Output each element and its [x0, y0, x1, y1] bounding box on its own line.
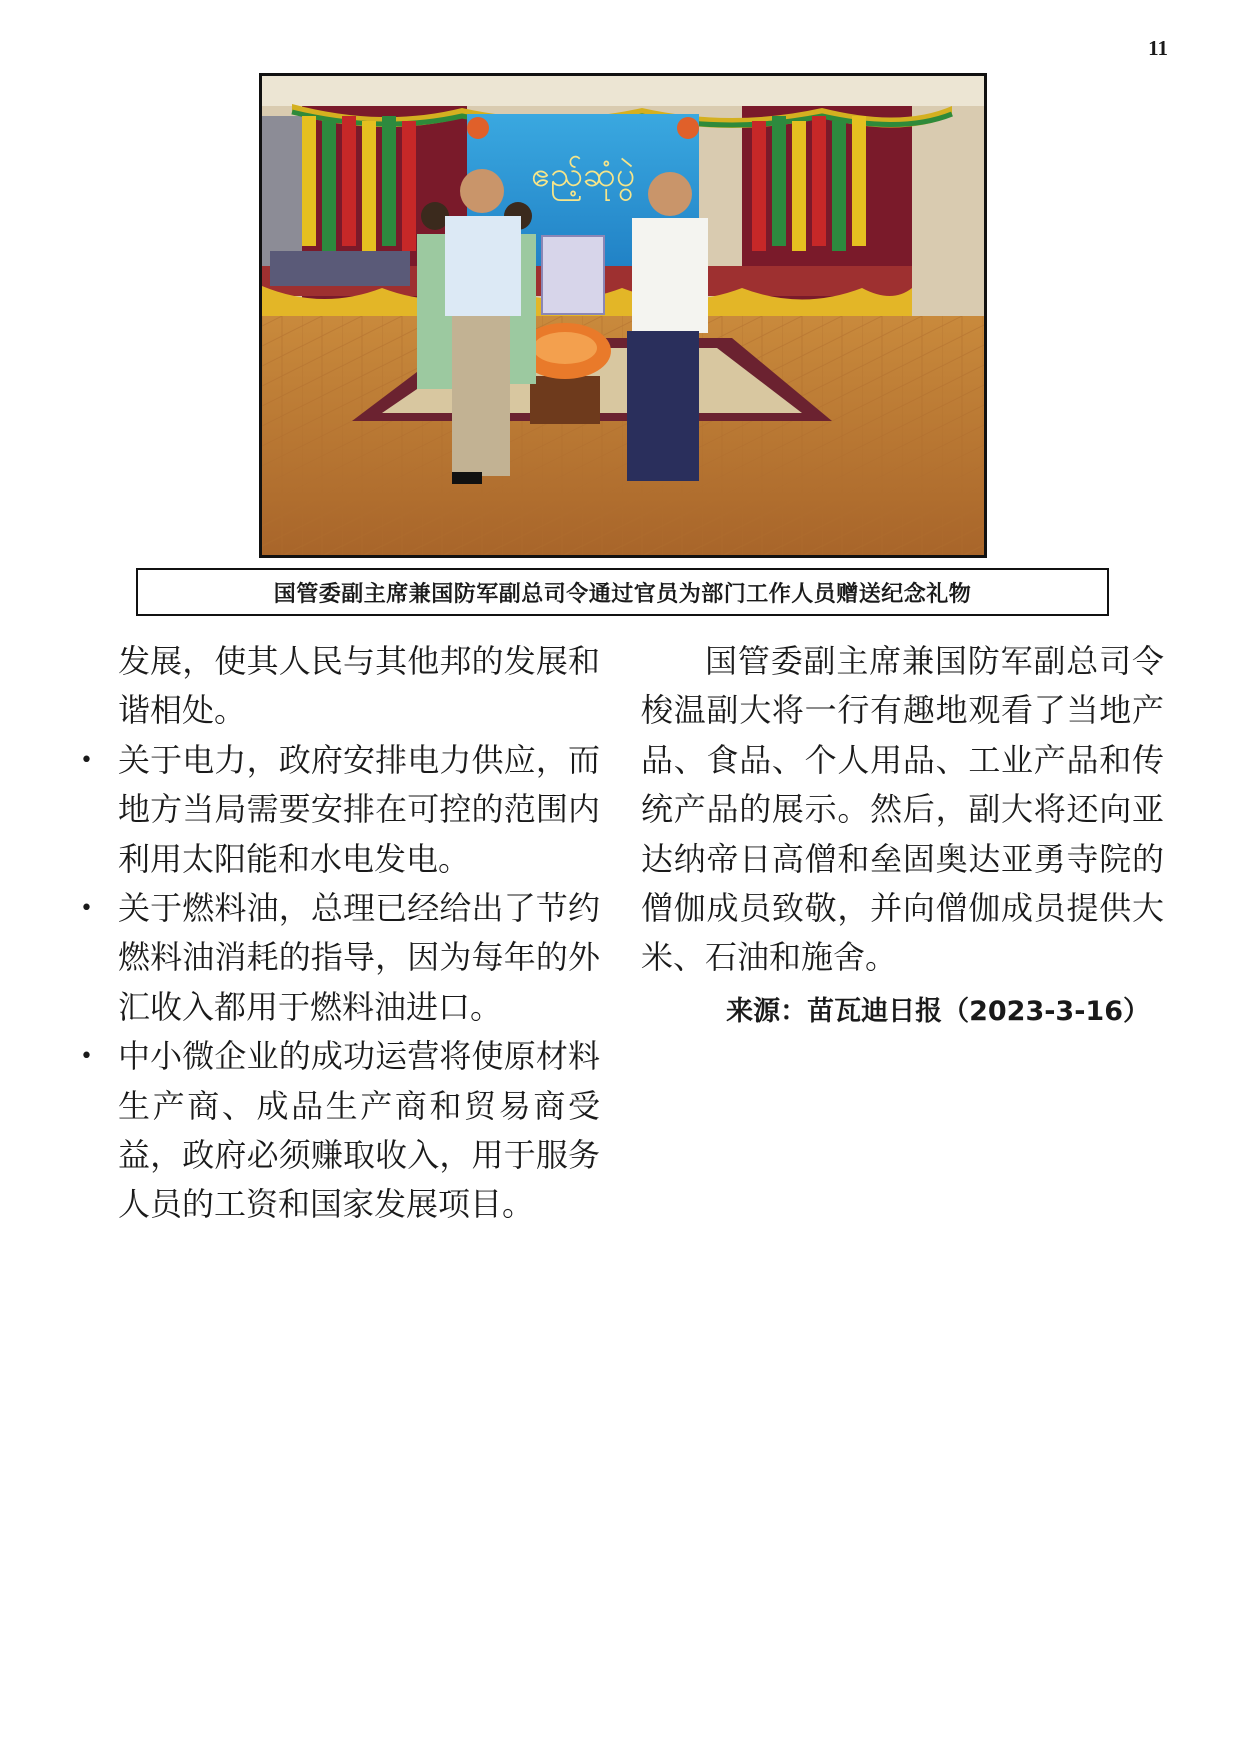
- source-citation: 来源：苗瓦迪日报（2023-3-16）: [726, 995, 1150, 1027]
- body-paragraph: 国管委副主席兼国防军副总司令梭温副大将一行有趣地观看了当地产品、食品、个人用品、工业产品和传统产品的展示。然后，副大将还向亚达纳帝日高僧和垒固奥达亚勇寺院的僧伽成员致敬，并向僧伽成员提供大米、石油和施舍。: [641, 642, 1164, 977]
- page-number: 11: [1148, 36, 1168, 60]
- list-item-text: 关于电力，政府安排电力供应，而地方当局需要安排在可控的范围内利用太阳能和水电发电。: [118, 740, 600, 878]
- intro-paragraph: 发展，使其人民与其他邦的发展和谐相处。: [118, 642, 600, 730]
- photo-caption: 国管委副主席兼国防军副总司令通过官员为部门工作人员赠送纪念礼物: [136, 568, 1109, 616]
- left-column: [80, 637, 600, 1230]
- photo-illustration: [262, 76, 984, 555]
- list-item-text: 中小微企业的成功运营将使原材料生产商、成品生产商和贸易商受益，政府必须赚取收入，用于服务人员的工资和国家发展项目。: [118, 1037, 600, 1224]
- bullet-icon: •: [80, 1044, 93, 1070]
- bullet-list: [80, 736, 600, 1230]
- bullet-icon: •: [80, 896, 93, 922]
- right-column: [641, 637, 1164, 1036]
- list-item: [80, 1032, 600, 1230]
- screen-banner-text: ဧည့်ဆုံပွဲ: [530, 155, 636, 195]
- list-item: [80, 736, 600, 884]
- bullet-icon: •: [80, 747, 93, 773]
- list-item-text: 关于燃料油，总理已经给出了节约燃料油消耗的指导，因为每年的外汇收入都用于燃料油进口。: [118, 889, 600, 1026]
- news-photo: [259, 73, 987, 558]
- list-item: [80, 884, 600, 1032]
